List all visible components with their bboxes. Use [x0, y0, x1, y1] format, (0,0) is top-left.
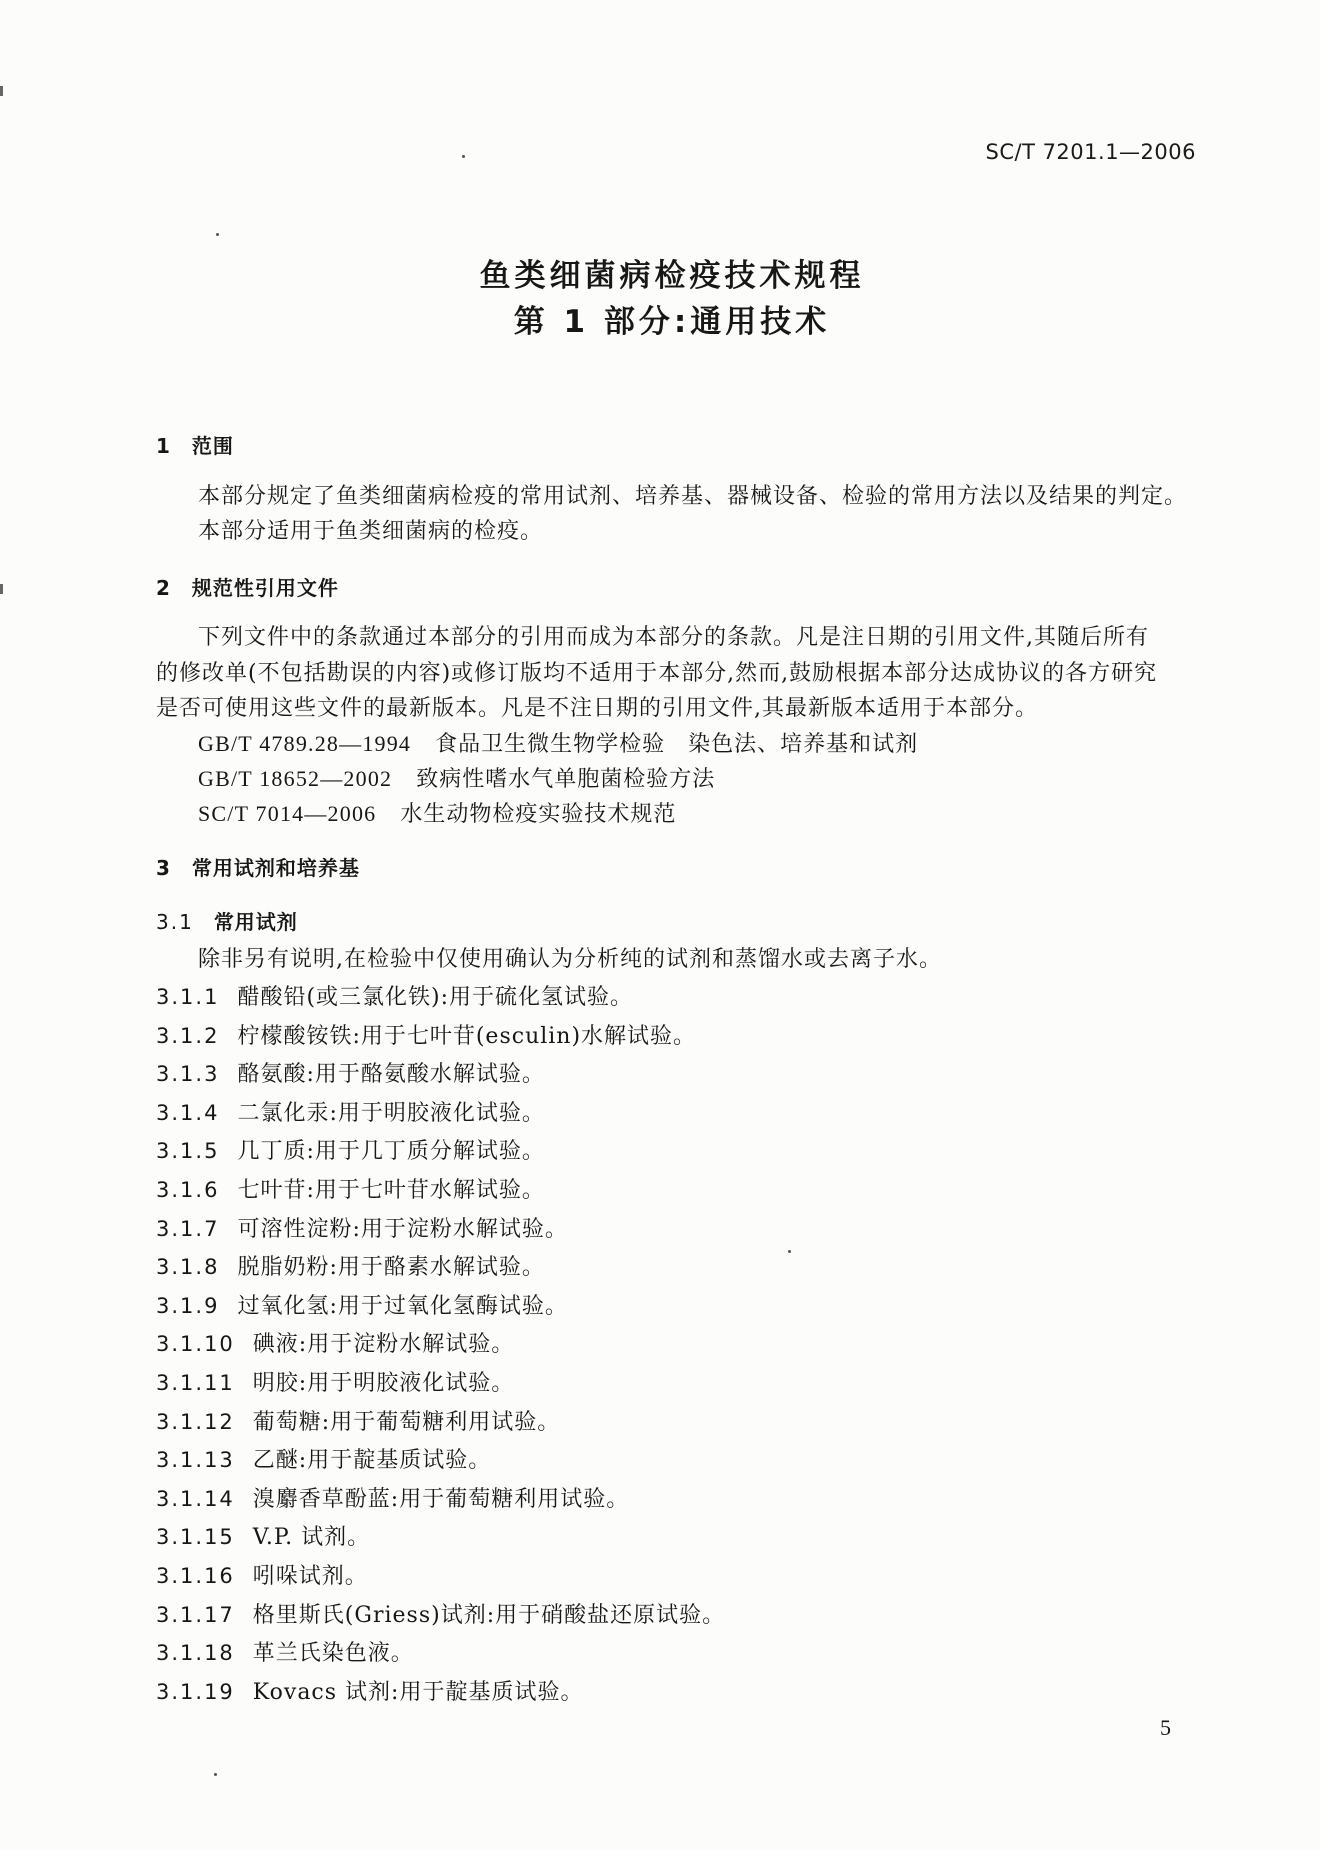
reagent-number: 3.1.15	[156, 1525, 235, 1550]
section-title: 常用试剂和培养基	[191, 856, 360, 880]
reference-code: SC/T 7014—2006	[198, 801, 377, 826]
reagent-number: 3.1.8	[156, 1255, 220, 1280]
subsection-title: 常用试剂	[213, 910, 298, 934]
references-intro-line: 的修改单(不包括勘误的内容)或修订版均不适用于本部分,然而,鼓励根据本部分达成协议的各方研究	[156, 661, 1158, 686]
reagent-item	[156, 1058, 725, 1097]
references-intro-line: 是否可使用这些文件的最新版本。凡是不注日期的引用文件,其最新版本适用于本部分。	[156, 696, 1038, 721]
reagent-item	[156, 981, 725, 1020]
reagent-item	[156, 1020, 725, 1059]
reagent-text: 明胶:用于明胶液化试验。	[252, 1370, 515, 1396]
reagent-number: 3.1.2	[156, 1023, 220, 1048]
reagent-number: 3.1.4	[156, 1100, 220, 1125]
reagent-item	[156, 1444, 725, 1483]
reagent-text: 脱脂奶粉:用于酪素水解试验。	[237, 1255, 545, 1281]
reagent-text: 葡萄糖:用于葡萄糖利用试验。	[252, 1409, 561, 1435]
document-title-line2: 第 1 部分:通用技术	[513, 304, 831, 340]
reagent-number: 3.1.11	[156, 1370, 235, 1395]
reagent-number: 3.1.3	[156, 1062, 220, 1087]
reagent-number: 3.1.6	[156, 1177, 220, 1202]
reagent-item	[156, 1290, 725, 1329]
document-title-line1: 鱼类细菌病检疫技术规程	[479, 258, 865, 294]
reagent-number: 3.1.12	[156, 1409, 235, 1434]
section-2-heading	[156, 572, 339, 604]
reagent-item	[156, 1637, 725, 1676]
reagent-text: 二氯化汞:用于明胶液化试验。	[237, 1100, 545, 1126]
scan-edge-mark	[0, 86, 3, 96]
reference-code: GB/T 4789.28—1994	[198, 731, 412, 756]
reagent-number: 3.1.7	[156, 1216, 220, 1241]
reagent-number: 3.1.14	[156, 1486, 235, 1511]
reagent-text: Kovacs 试剂:用于靛基质试验。	[252, 1679, 584, 1705]
reagent-text: 酪氨酸:用于酪氨酸水解试验。	[237, 1062, 545, 1088]
reagent-item	[156, 1251, 725, 1290]
section-title: 范围	[191, 434, 234, 458]
subsection-intro: 除非另有说明,在检验中仅使用确认为分析纯的试剂和蒸馏水或去离子水。	[198, 947, 942, 972]
scope-paragraph: 本部分规定了鱼类细菌病检疫的常用试剂、培养基、器械设备、检验的常用方法以及结果的判定。	[198, 484, 1188, 509]
section-3-heading	[156, 852, 360, 884]
reagent-item	[156, 1676, 725, 1715]
reference-item	[198, 763, 715, 796]
reference-title: 致病性嗜水气单胞菌检验方法	[416, 767, 716, 792]
reference-code: GB/T 18652—2002	[198, 766, 393, 791]
reference-title: 水生动物检疫实验技术规范	[400, 802, 677, 827]
reagent-text: 醋酸铅(或三氯化铁):用于硫化氢试验。	[237, 985, 634, 1010]
section-number: 3	[156, 856, 172, 880]
reagent-text: 碘液:用于淀粉水解试验。	[252, 1332, 515, 1358]
reagent-text: 柠檬酸铵铁:用于七叶苷(esculin)水解试验。	[237, 1023, 697, 1049]
reagent-item	[156, 1135, 725, 1174]
reagent-text: 乙醚:用于靛基质试验。	[252, 1448, 492, 1474]
reagent-item	[156, 1521, 725, 1560]
references-intro-line: 下列文件中的条款通过本部分的引用而成为本部分的条款。凡是注日期的引用文件,其随后所有	[198, 625, 1149, 650]
reagent-text: 革兰氏染色液。	[252, 1641, 414, 1667]
reagent-text: 几丁质:用于几丁质分解试验。	[237, 1139, 545, 1165]
reagent-item	[156, 1328, 725, 1367]
subsection-number: 3.1	[156, 910, 194, 934]
reference-title: 食品卫生微生物学检验 染色法、培养基和试剂	[435, 732, 919, 757]
subsection-3-1-heading	[156, 906, 298, 938]
reagent-number: 3.1.17	[156, 1602, 235, 1627]
section-title: 规范性引用文件	[191, 576, 339, 600]
scan-edge-mark	[0, 584, 3, 594]
reagent-number: 3.1.13	[156, 1448, 235, 1473]
page-number: 5	[1160, 1715, 1171, 1740]
scan-speck	[788, 1250, 791, 1253]
scan-speck	[462, 155, 465, 158]
scope-paragraph: 本部分适用于鱼类细菌病的检疫。	[198, 519, 544, 544]
reagent-text: 七叶苷:用于七叶苷水解试验。	[237, 1177, 545, 1203]
reagent-item	[156, 1097, 725, 1136]
reagent-item	[156, 1560, 725, 1599]
reagent-item	[156, 1174, 725, 1213]
reference-item	[198, 728, 918, 761]
reagent-item	[156, 1213, 725, 1252]
reagent-number: 3.1.9	[156, 1293, 220, 1318]
reagent-item	[156, 1599, 725, 1638]
section-1-heading	[156, 430, 234, 462]
reagent-number: 3.1.1	[156, 985, 220, 1009]
scan-speck	[216, 233, 219, 236]
section-number: 2	[156, 576, 172, 600]
reagent-text: 吲哚试剂。	[252, 1563, 368, 1589]
reagent-item	[156, 1406, 725, 1445]
reagent-text: 溴麝香草酚蓝:用于葡萄糖利用试验。	[252, 1486, 630, 1512]
scan-speck	[214, 1773, 217, 1776]
reagent-text: 格里斯氏(Griess)试剂:用于硝酸盐还原试验。	[252, 1602, 726, 1628]
reagent-item	[156, 1367, 725, 1406]
reagent-item	[156, 1483, 725, 1522]
reagent-number: 3.1.10	[156, 1332, 235, 1357]
reagent-text: 可溶性淀粉:用于淀粉水解试验。	[237, 1216, 568, 1242]
standard-code: SC/T 7201.1—2006	[985, 140, 1196, 164]
reference-item	[198, 798, 676, 831]
reagent-text: V.P. 试剂。	[252, 1525, 371, 1551]
section-number: 1	[156, 434, 172, 458]
reagent-list	[156, 981, 725, 1714]
reagent-number: 3.1.19	[156, 1679, 235, 1704]
reagent-text: 过氧化氢:用于过氧化氢酶试验。	[237, 1293, 568, 1319]
reagent-number: 3.1.16	[156, 1563, 235, 1588]
reagent-number: 3.1.18	[156, 1641, 235, 1666]
reagent-number: 3.1.5	[156, 1139, 220, 1164]
